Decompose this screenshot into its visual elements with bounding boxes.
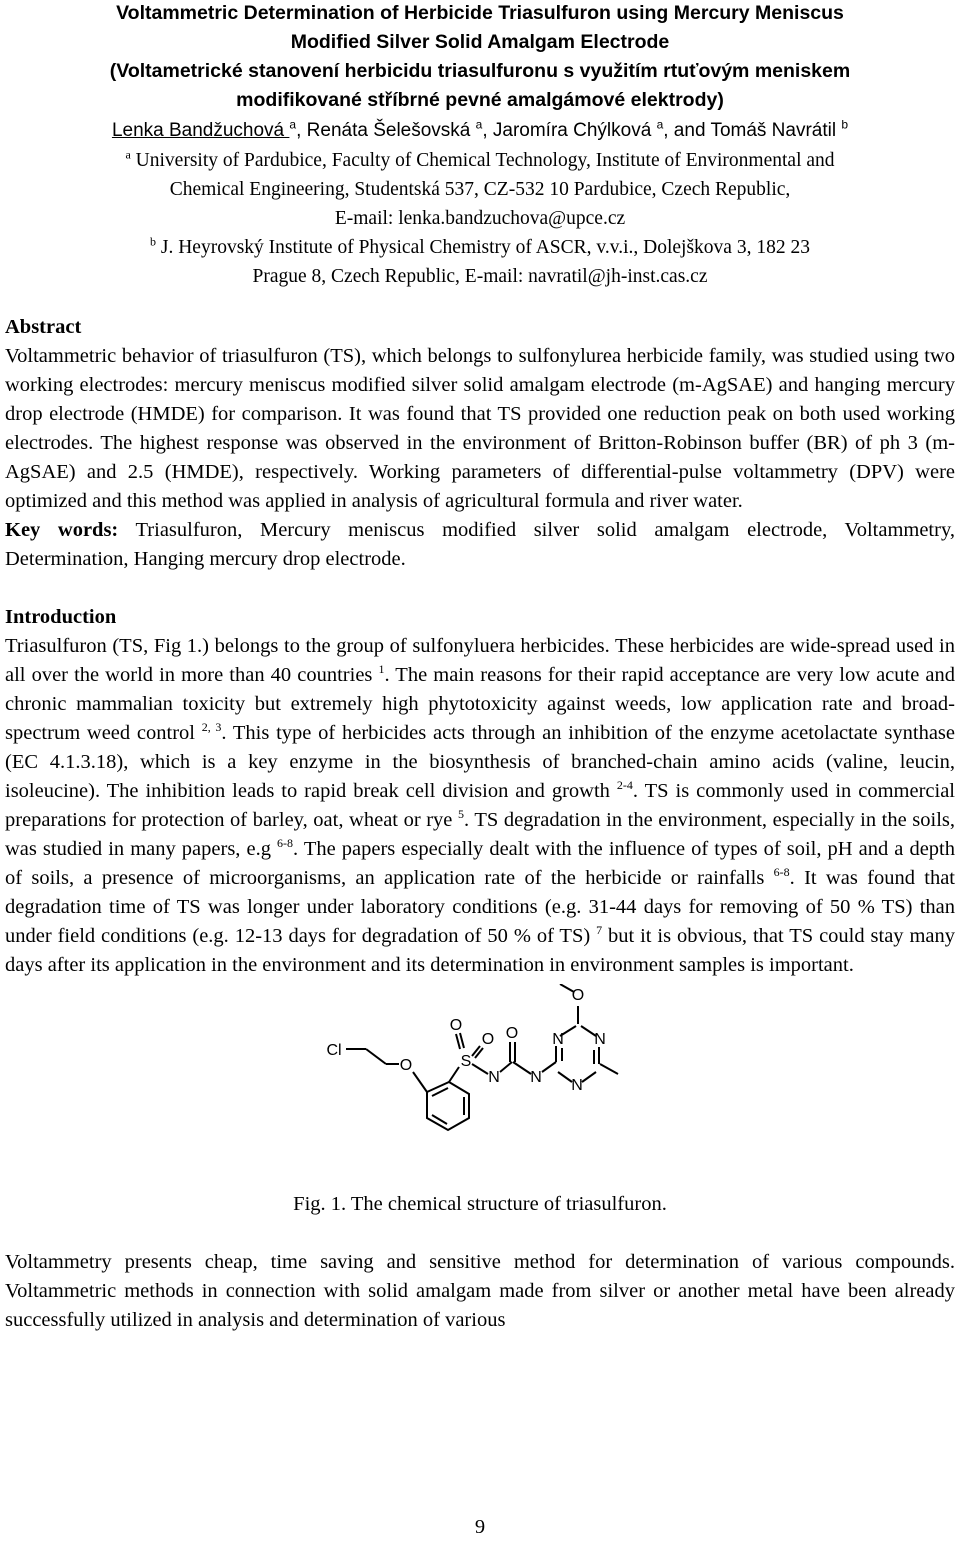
keywords-text: Triasulfuron, Mercury meniscus modified silver solid amalgam electrode, Voltammetry, Determination, Hanging mercury drop electrode. (5, 519, 955, 570)
atom-n-urea: N (530, 1069, 542, 1086)
atom-n-urea: N (488, 1069, 500, 1086)
introduction-heading: Introduction (5, 606, 117, 628)
bond-lines (346, 984, 618, 1130)
intro-text: but it is obvious, that TS could stay many days after its application in the environment and its determination in environment samples is important. (5, 925, 955, 976)
atom-n-triazine: N (594, 1031, 606, 1048)
atom-cl: Cl (326, 1042, 342, 1059)
affiliation-b (5, 233, 955, 291)
intro-text: . It was found that degradation time of TS was longer under laboratory conditions (e.g. 31-44 days for removing of 50 % TS) than under field conditions (e.g. 12-13 days for degradation of 50 % of TS) (5, 867, 955, 947)
author-name: , Jaromíra Chýlková (482, 120, 657, 141)
intro-text: . The main reasons for their rapid acceptance are very low acute and chronic mammalian toxicity but extremely high phytotoxicity against weeds, low application rate and broad-spectrum weed control (5, 664, 955, 744)
author-name: Lenka Bandžuchová (111, 120, 290, 141)
chemical-structure-diagram (320, 984, 650, 1184)
author-name: , and Tomáš Navrátil (663, 120, 842, 141)
atom-o-ether: O (399, 1057, 413, 1074)
abstract-heading: Abstract (5, 316, 82, 338)
affiliation-line (5, 233, 955, 262)
atom-n-triazine: N (571, 1077, 583, 1094)
atom-o-sulfonyl: O (481, 1031, 495, 1048)
introduction-text (5, 632, 955, 980)
citation: 2, 3 (201, 720, 222, 735)
atom-n-triazine: N (552, 1031, 564, 1048)
affil-mark: a (125, 147, 131, 162)
keywords (5, 516, 955, 574)
affiliation-line (5, 146, 955, 175)
page (5, 0, 955, 1335)
citation: 6-8 (277, 836, 294, 851)
author-list (5, 116, 955, 146)
atom-o-methoxy: O (571, 987, 585, 1004)
affiliation-email: E-mail: lenka.bandzuchova@upce.cz (334, 208, 626, 229)
intro-text: . TS degradation in the environment, especially in the soils, was studied in many papers, e.g (5, 809, 956, 860)
citation: 2-4 (616, 778, 633, 793)
author-affil-mark: a (656, 117, 664, 132)
author-affil-mark: b (841, 117, 849, 132)
author-affil-mark: a (475, 117, 483, 132)
affiliation-a (5, 146, 955, 233)
keywords-label: Key words: (5, 519, 119, 541)
abstract-text: Voltammetric behavior of triasulfuron (TS), which belongs to sulfonylurea herbicide family, was studied using two working electrodes: mercury meniscus modified silver solid amalgam electrode (m-AgSAE) and hanging mercury drop electrode (HMDE) for comparison. It was found that TS provided one reduction peak on both used working electrodes. The highest response was observed in the environment of Britton-Robinson buffer (BR) of ph 3 (m-AgSAE) and 2.5 (HMDE), respectively. Working parameters of differential-pulse voltammetry (DPV) were optimized and this method was applied in analysis of agricultural formula and river water. (5, 345, 955, 512)
affiliation-text: J. Heyrovský Institute of Physical Chemistry of ASCR, v.v.i., Dolejškova 3, 182 23 (156, 237, 810, 258)
affiliation-line: Prague 8, Czech Republic, E-mail: navratil@jh-inst.cas.cz (252, 266, 708, 287)
author-affil-mark: a (289, 117, 297, 132)
figure-triasulfuron-structure (5, 980, 955, 1190)
affiliation-line: Chemical Engineering, Studentská 537, CZ-532 10 Pardubice, Czech Republic, (169, 179, 791, 200)
title-line: (Voltametrické stanovení herbicidu triasulfuronu s využitím rtuťovým meniskem (109, 60, 851, 82)
affiliation-text: University of Pardubice, Faculty of Chemical Technology, Institute of Environmental and (130, 150, 835, 171)
affil-mark: b (150, 234, 157, 249)
intro-text: Triasulfuron (TS, Fig 1.) belongs to the group of sulfonyluera herbicides. These herbicides are wide-spread used in all over the world in more than 40 countries (5, 635, 955, 686)
page-number: 9 (474, 1516, 486, 1538)
title-line: Voltammetric Determination of Herbicide Triasulfuron using Mercury Meniscus (116, 2, 844, 24)
citation: 7 (596, 923, 603, 938)
atom-labels (326, 987, 605, 1094)
title-line: modifikované stříbrné pevné amalgámové elektrody) (236, 89, 724, 111)
voltammetry-paragraph: Voltammetry presents cheap, time saving and sensitive method for determination of various compounds. Voltammetric methods in connection with solid amalgam made from silver or another metal have been already successfully utilized in analysis and determination of various (5, 1251, 955, 1331)
citation: 6-8 (773, 865, 790, 880)
citation: 5 (457, 807, 464, 822)
intro-text: . The papers especially dealt with the influence of types of soil, pH and a depth of soils, a presence of microorganisms, an application rate of the herbicide or rainfalls (5, 838, 955, 889)
intro-text: . This type of herbicides acts through an inhibition of the enzyme acetolactate synthase (EC 4.1.3.18), which is a key enzyme in the biosynthesis of branched-chain amino acids (valine, leucin, isoleucine). The inhibition leads to rapid break cell division and growth (5, 722, 955, 802)
atom-o-sulfonyl: O (449, 1017, 463, 1034)
figure-caption: Fig. 1. The chemical structure of triasulfuron. (293, 1193, 667, 1215)
atom-s: S (460, 1053, 472, 1070)
atom-o-carbonyl: O (505, 1025, 519, 1042)
author-name: , Renáta Šelešovská (296, 120, 476, 141)
citation: 1 (378, 662, 385, 677)
title-line: Modified Silver Solid Amalgam Electrode (290, 31, 670, 53)
intro-text: . TS is commonly used in commercial preparations for protection of barley, oat, wheat or rye (5, 780, 955, 831)
paper-title (5, 0, 955, 115)
